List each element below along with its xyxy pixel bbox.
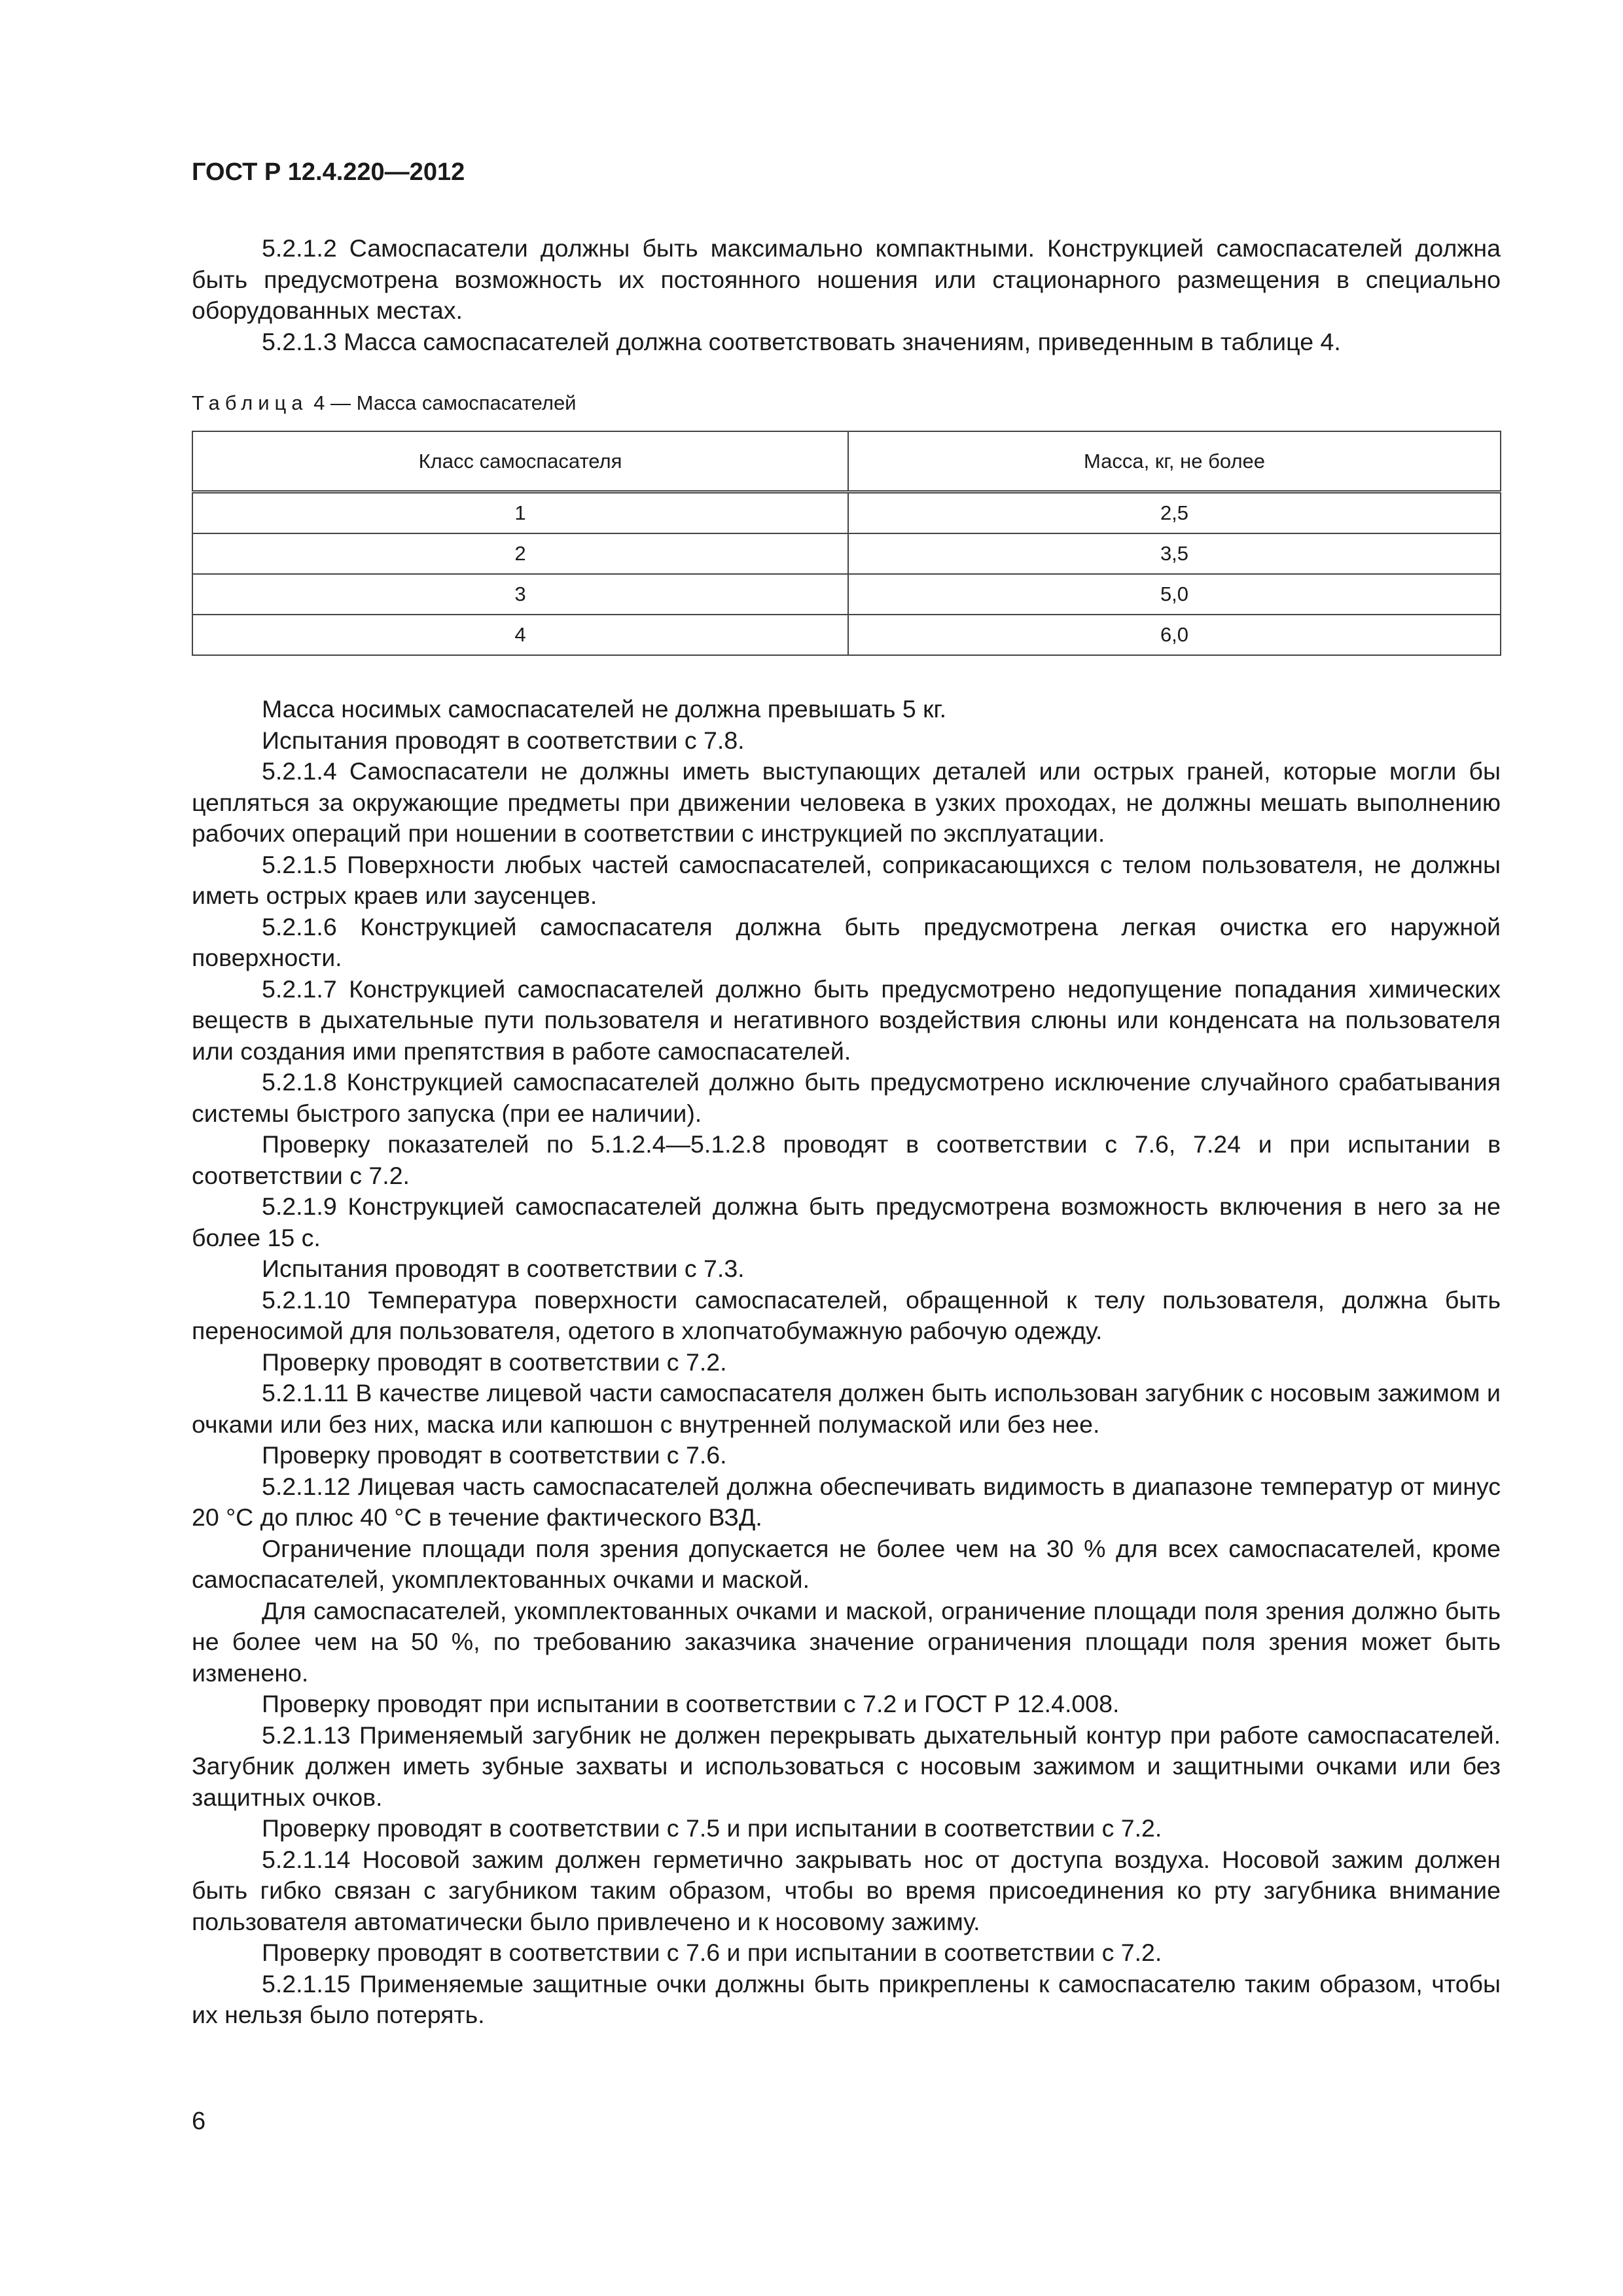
paragraph-test-ref: Испытания проводят в соответствии с 7.8. — [262, 726, 745, 754]
paragraph-test-ref: Проверку показателей по 5.1.2.4—5.1.2.8 проводят в соответствии с 7.6, 7.24 и при испытании в соответствии с 7.2. — [192, 1130, 1501, 1189]
paragraph-5-2-1-8: 5.2.1.8 Конструкцией самоспасателей должно быть предусмотрено исключение случайного срабатывания системы быстрого запуска (при ее наличии). — [192, 1068, 1501, 1127]
paragraph-test-ref: Проверку проводят в соответствии с 7.2. — [262, 1348, 727, 1376]
table-cell-class: 3 — [192, 574, 848, 615]
paragraph-5-2-1-5: 5.2.1.5 Поверхности любых частей самоспасателей, соприкасающихся с телом пользователя, не должны иметь острых краев или заусенцев. — [192, 850, 1501, 909]
table-cell-mass: 2,5 — [848, 492, 1501, 534]
table-row — [192, 615, 1501, 655]
table-cell-mass: 5,0 — [848, 574, 1501, 615]
paragraph-5-2-1-3: 5.2.1.3 Масса самоспасателей должна соответствовать значениям, приведенным в таблице 4. — [262, 327, 1341, 355]
column-header-mass: Масса, кг, не более — [848, 431, 1501, 492]
paragraph-test-ref: Проверку проводят в соответствии с 7.5 и при испытании в соответствии с 7.2. — [262, 1814, 1162, 1842]
paragraph-test-ref: Проверку проводят при испытании в соответствии с 7.2 и ГОСТ Р 12.4.008. — [262, 1690, 1120, 1717]
paragraph-test-ref: Проверку проводят в соответствии с 7.6 и при испытании в соответствии с 7.2. — [262, 1939, 1162, 1966]
paragraph-test-ref: Проверку проводят в соответствии с 7.6. — [262, 1441, 727, 1469]
paragraph-mass-limit: Масса носимых самоспасателей не должна превышать 5 кг. — [262, 695, 947, 723]
paragraph-field-of-view: Ограничение площади поля зрения допускается не более чем на 30 % для всех самоспасателей, кроме самоспасателей, укомплектованных очками и маской. — [192, 1534, 1501, 1593]
paragraph-5-2-1-2: 5.2.1.2 Самоспасатели должны быть максимально компактными. Конструкцией самоспасателей должна быть предусмотрена возможность их постоянного ношения или стационарного размещения в специально оборудованных местах. — [192, 234, 1501, 324]
table-header-row — [192, 431, 1501, 492]
paragraph-test-ref: Испытания проводят в соответствии с 7.3. — [262, 1255, 745, 1282]
paragraph-5-2-1-15: 5.2.1.15 Применяемые защитные очки должны быть прикреплены к самоспасателю таким образом, чтобы их нельзя было потерять. — [192, 1969, 1501, 2028]
table-caption-title: 4 — Масса самоспасателей — [308, 391, 577, 414]
paragraph-5-2-1-10: 5.2.1.10 Температура поверхности самоспасателей, обращенной к телу пользователя, должна быть переносимой для пользователя, одетого в хлопчатобумажную рабочую одежду. — [192, 1285, 1501, 1344]
document-page — [192, 157, 1501, 2031]
paragraph-5-2-1-12: 5.2.1.12 Лицевая часть самоспасателей должна обеспечивать видимость в диапазоне температур от минус 20 °С до плюс 40 °С в течение фактического ВЗД. — [192, 1472, 1501, 1531]
table-caption-word: Таблица — [192, 391, 308, 414]
table-cell-mass: 6,0 — [848, 615, 1501, 655]
table-cell-mass: 3,5 — [848, 533, 1501, 574]
paragraph-5-2-1-14: 5.2.1.14 Носовой зажим должен герметично закрывать нос от доступа воздуха. Носовой зажим должен быть гибко связан с загубником таким образом, чтобы во время присоединения ко рту загубника внимание пользователя автоматически было привлечено и к носовому зажиму. — [192, 1845, 1501, 1935]
page-number: 6 — [192, 2108, 206, 2135]
paragraph-5-2-1-13: 5.2.1.13 Применяемый загубник не должен перекрывать дыхательный контур при работе самоспасателей. Загубник должен иметь зубные захваты и использоваться с носовым зажимом и защитными очками или без защитных очков. — [192, 1721, 1501, 1811]
column-header-class: Класс самоспасателя — [192, 431, 848, 492]
paragraph-5-2-1-11: 5.2.1.11 В качестве лицевой части самоспасателя должен быть использован загубник с носовым зажимом и очками или без них, маска или капюшон с внутренней полумаской или без нее. — [192, 1379, 1501, 1438]
paragraph-5-2-1-4: 5.2.1.4 Самоспасатели не должны иметь выступающих деталей или острых граней, которые могли бы цепляться за окружающие предметы при движении человека в узких проходах, не должны мешать выполнению рабочих операций при ношении в соответствии с инструкцией по эксплуатации. — [192, 757, 1501, 847]
paragraph-5-2-1-7: 5.2.1.7 Конструкцией самоспасателей должно быть предусмотрено недопущение попадания химических веществ в дыхательные пути пользователя и негативного воздействия слюны или конденсата на пользователя или создания ими препятствия в работе самоспасателей. — [192, 975, 1501, 1065]
table-cell-class: 2 — [192, 533, 848, 574]
table-cell-class: 4 — [192, 615, 848, 655]
table-row — [192, 574, 1501, 615]
table-cell-class: 1 — [192, 492, 848, 534]
paragraph-5-2-1-9: 5.2.1.9 Конструкцией самоспасателей должна быть предусмотрена возможность включения в него за не более 15 с. — [192, 1193, 1501, 1251]
table-row — [192, 533, 1501, 574]
paragraph-5-2-1-6: 5.2.1.6 Конструкцией самоспасателя должна быть предусмотрена легкая очистка его наружной поверхности. — [192, 912, 1501, 971]
document-header: ГОСТ Р 12.4.220—2012 — [192, 158, 465, 186]
mass-table — [192, 431, 1501, 656]
table-caption — [192, 390, 1501, 416]
table-row — [192, 492, 1501, 534]
paragraph-field-of-view-masks: Для самоспасателей, укомплектованных очками и маской, ограничение площади поля зрения должно быть не более чем на 50 %, по требованию заказчика значение ограничения площади поля зрения может быть изменено. — [192, 1596, 1501, 1687]
